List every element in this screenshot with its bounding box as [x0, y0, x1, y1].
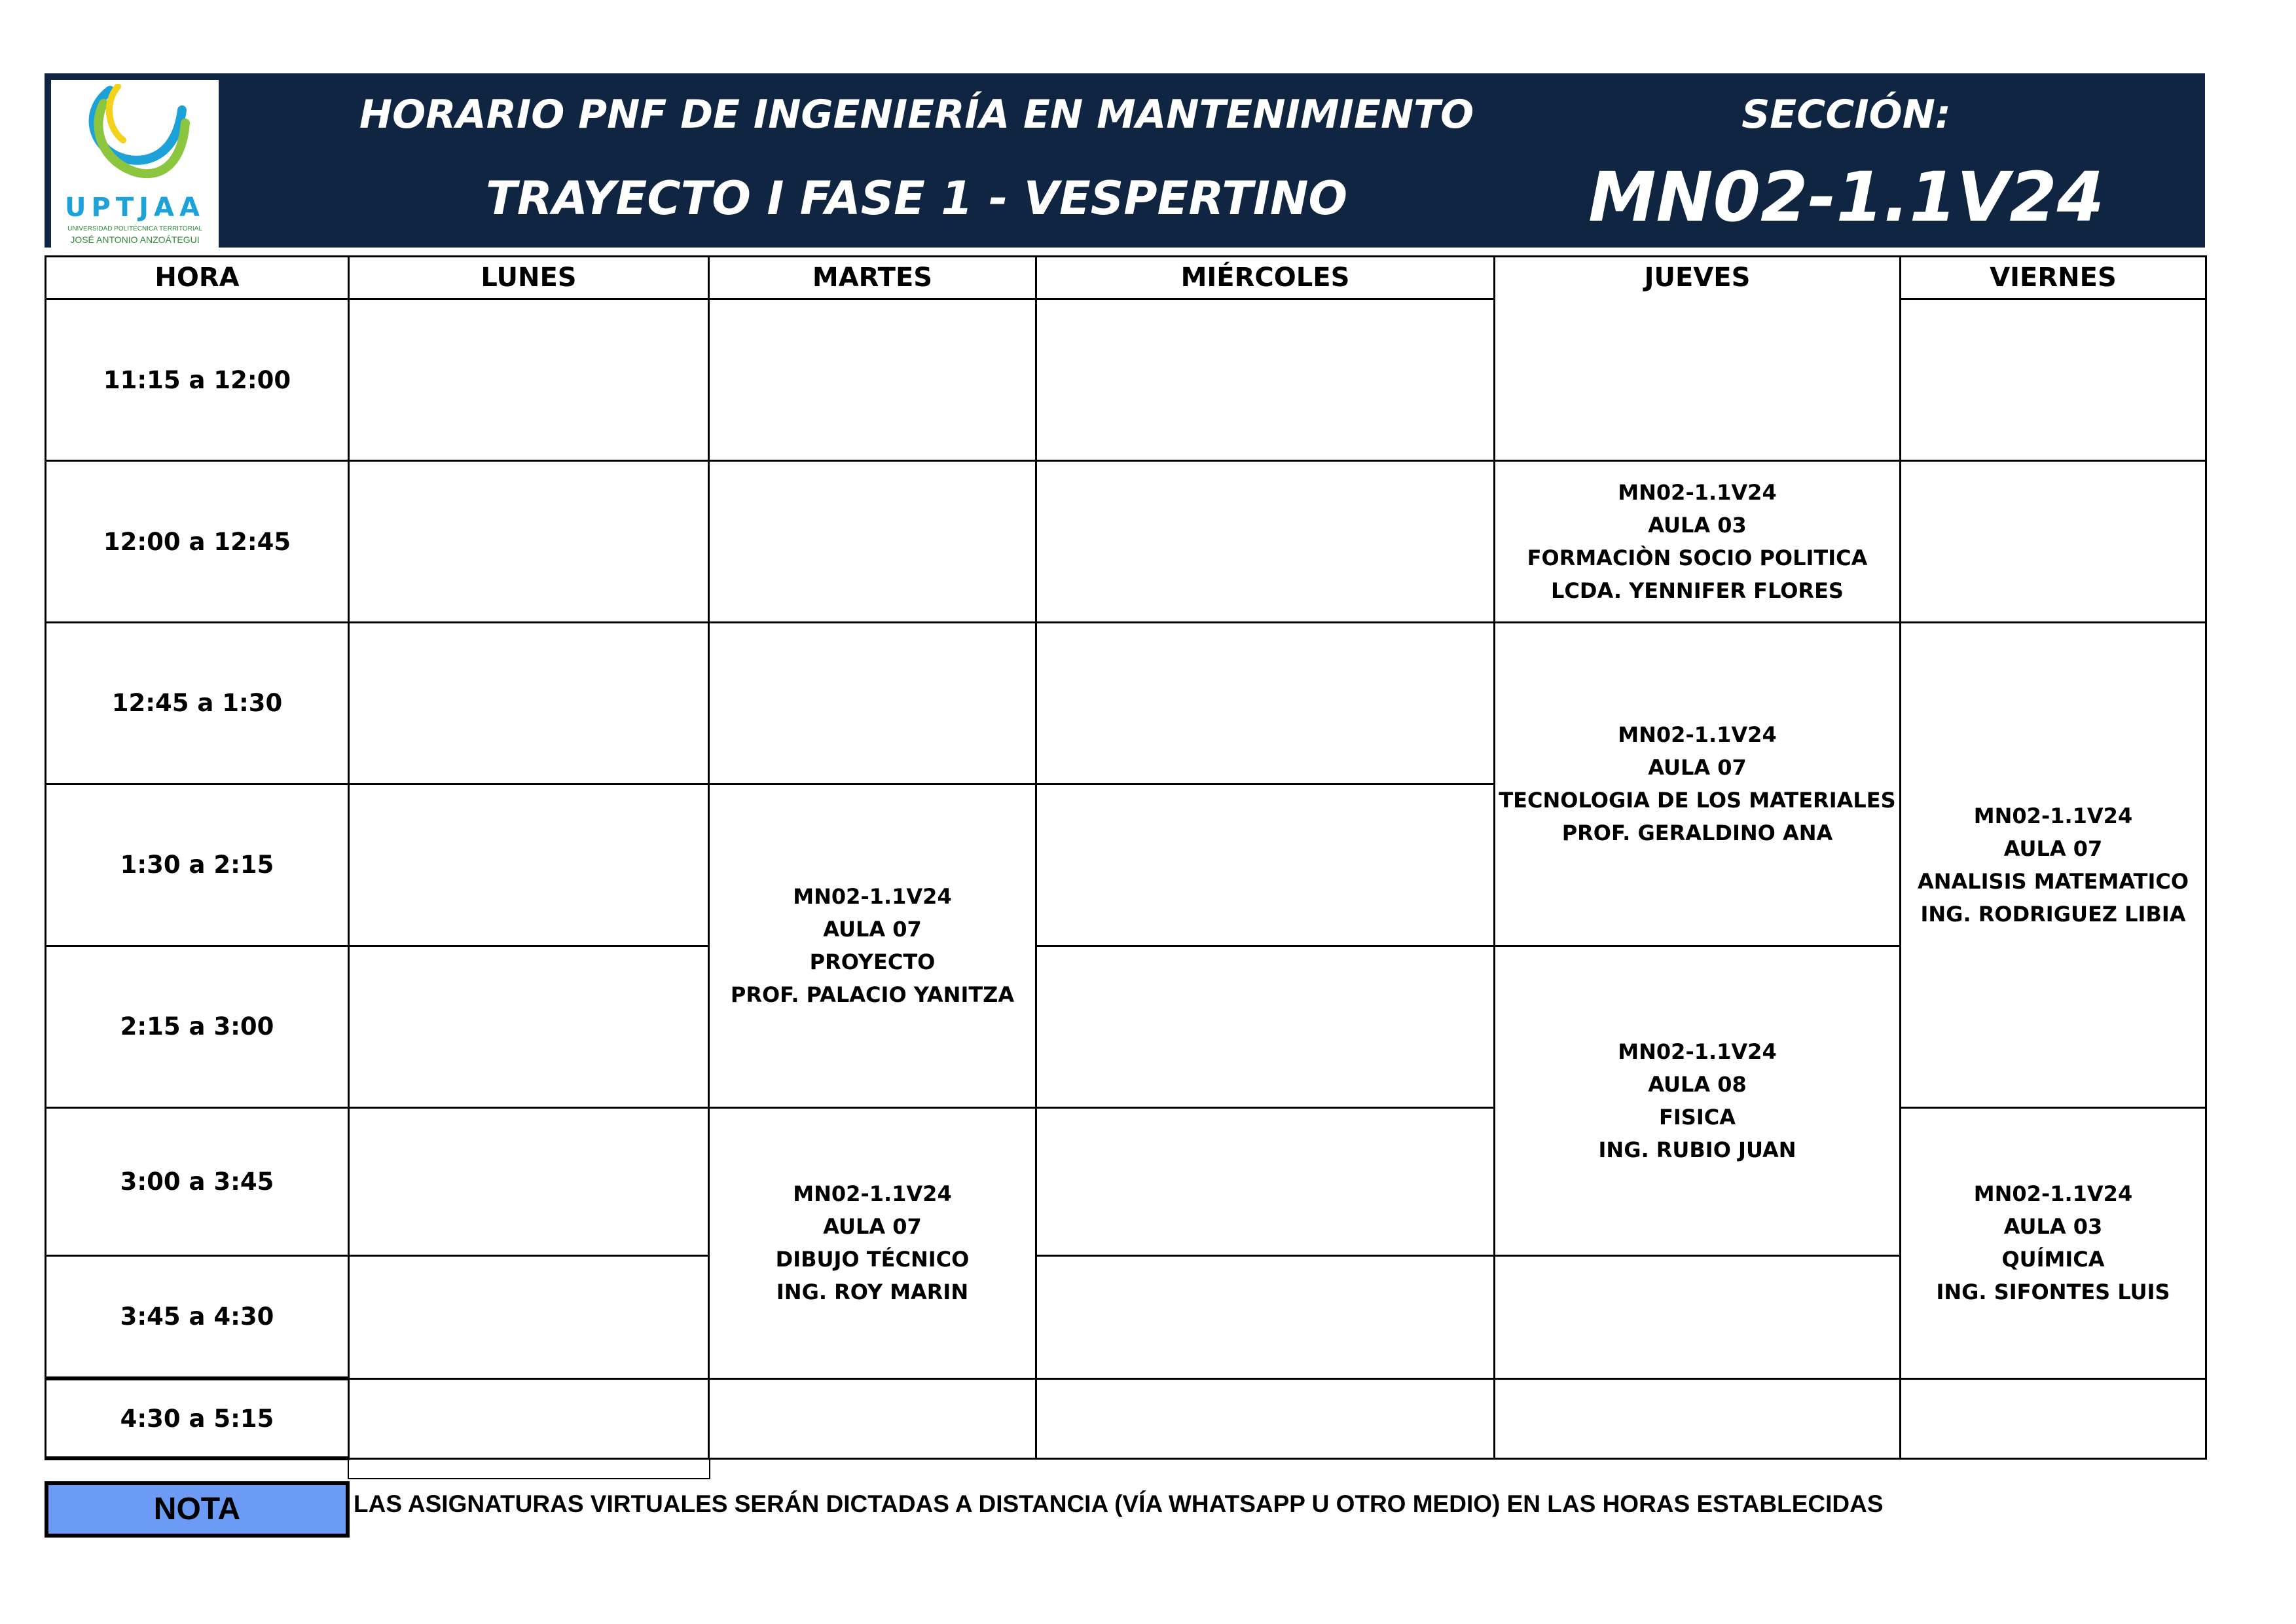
column-header-viernes: VIERNES — [1901, 257, 2206, 299]
empty-cell — [1036, 1256, 1495, 1379]
empty-cell — [1901, 461, 2206, 623]
empty-cell — [1495, 1256, 1901, 1379]
header-rule — [45, 245, 2205, 248]
class-subject: DIBUJO TÉCNICO — [775, 1247, 970, 1272]
header-row — [46, 257, 2206, 299]
class-section: MN02-1.1V24 — [793, 1181, 952, 1207]
class-room: AULA 03 — [1648, 513, 1747, 538]
class-cell-proyecto — [709, 784, 1036, 1107]
class-room: AULA 07 — [1648, 755, 1747, 781]
empty-cell — [709, 622, 1036, 784]
class-subject: PROYECTO — [809, 950, 936, 975]
empty-cell — [1036, 461, 1495, 623]
empty-cell — [349, 299, 709, 461]
class-subject: FISICA — [1659, 1104, 1736, 1130]
class-section: MN02-1.1V24 — [1973, 803, 2133, 828]
time-slot: 11:15 a 12:00 — [46, 299, 349, 461]
class-room: AULA 08 — [1648, 1071, 1747, 1097]
schedule-subtitle: TRAYECTO I FASE 1 - VESPERTINO — [486, 172, 1347, 225]
class-room: AULA 07 — [823, 1214, 922, 1240]
class-teacher: ING. RODRIGUEZ LIBIA — [1920, 901, 2186, 927]
empty-cell — [1495, 1378, 1901, 1458]
empty-cell — [349, 1107, 709, 1256]
extra-lunes-cell — [348, 1458, 710, 1479]
table-row — [46, 1378, 2206, 1458]
table-row — [46, 622, 2206, 784]
empty-cell — [1036, 1378, 1495, 1458]
class-cell-analisis — [1901, 622, 2206, 1107]
column-header-jueves: JUEVES — [1495, 257, 1901, 461]
logo-wordmark: UPTJAA — [65, 193, 205, 223]
class-cell-materiales — [1495, 622, 1901, 946]
class-subject: TECNOLOGIA DE LOS MATERIALES — [1499, 788, 1896, 813]
class-room: AULA 07 — [2003, 836, 2103, 861]
class-cell-fisica — [1495, 946, 1901, 1256]
class-room: AULA 03 — [2003, 1214, 2103, 1240]
class-section: MN02-1.1V24 — [1973, 1181, 2133, 1207]
time-slot: 3:45 a 4:30 — [46, 1256, 349, 1379]
schedule-table — [45, 255, 2207, 1460]
column-header-lunes: LUNES — [349, 257, 709, 299]
class-teacher: ING. SIFONTES LUIS — [1936, 1280, 2170, 1305]
class-section: MN02-1.1V24 — [1618, 722, 1777, 748]
empty-cell — [349, 946, 709, 1107]
nota-label: NOTA — [45, 1481, 350, 1538]
class-subject: QUÍMICA — [2001, 1247, 2105, 1272]
section-label: SECCIÓN: — [1741, 92, 1951, 138]
logo-subtitle: UNIVERSIDAD POLITÉCNICA TERRITORIAL — [67, 225, 202, 232]
empty-cell — [1036, 946, 1495, 1107]
class-cell-quimica — [1901, 1107, 2206, 1378]
empty-cell — [709, 1378, 1036, 1458]
table-row — [46, 1256, 2206, 1379]
class-teacher: PROF. GERALDINO ANA — [1561, 821, 1833, 846]
class-cell-formacion — [1495, 461, 1901, 623]
class-subject: ANALISIS MATEMATICO — [1917, 868, 2189, 894]
time-slot: 4:30 a 5:15 — [46, 1378, 349, 1458]
class-section: MN02-1.1V24 — [1618, 480, 1777, 505]
class-teacher: ING. ROY MARIN — [776, 1280, 969, 1305]
logo-emblem-icon — [77, 84, 195, 195]
column-header-hora: HORA — [46, 257, 349, 299]
class-teacher: LCDA. YENNIFER FLORES — [1551, 578, 1844, 603]
empty-cell — [349, 622, 709, 784]
empty-cell — [1036, 784, 1495, 946]
empty-cell — [1036, 622, 1495, 784]
class-cell-dibujo — [709, 1107, 1036, 1378]
empty-cell — [349, 1378, 709, 1458]
time-slot: 12:45 a 1:30 — [46, 622, 349, 784]
schedule-title: HORARIO PNF DE INGENIERÍA EN MANTENIMIENTO — [359, 92, 1474, 138]
logo-subtitle-2: JOSÉ ANTONIO ANZOÁTEGUI — [70, 234, 200, 245]
empty-cell — [1901, 299, 2206, 461]
empty-cell — [349, 461, 709, 623]
class-teacher: ING. RUBIO JUAN — [1598, 1137, 1796, 1162]
time-slot: 2:15 a 3:00 — [46, 946, 349, 1107]
time-slot: 1:30 a 2:15 — [46, 784, 349, 946]
empty-cell — [349, 784, 709, 946]
empty-cell — [1036, 1107, 1495, 1256]
column-header-miercoles: MIÉRCOLES — [1036, 257, 1495, 299]
empty-cell — [1036, 299, 1495, 461]
empty-cell — [709, 461, 1036, 623]
nota-text: LAS ASIGNATURAS VIRTUALES SERÁN DICTADAS A DISTANCIA (VÍA WHATSAPP U OTRO MEDIO) EN LAS HORAS ESTABLECIDAS — [354, 1490, 1884, 1517]
empty-cell — [709, 299, 1036, 461]
class-section: MN02-1.1V24 — [793, 884, 952, 910]
empty-cell — [1901, 1378, 2206, 1458]
time-slot: 12:00 a 12:45 — [46, 461, 349, 623]
class-room: AULA 07 — [823, 917, 922, 942]
table-row — [46, 946, 2206, 1107]
uptjaa-logo — [51, 80, 219, 248]
empty-cell — [349, 1256, 709, 1379]
time-slot: 3:00 a 3:45 — [46, 1107, 349, 1256]
class-subject: FORMACIÒN SOCIO POLITICA — [1527, 545, 1868, 570]
class-section: MN02-1.1V24 — [1618, 1039, 1777, 1064]
column-header-martes: MARTES — [709, 257, 1036, 299]
table-row — [46, 461, 2206, 623]
class-teacher: PROF. PALACIO YANITZA — [730, 982, 1015, 1008]
section-code: MN02-1.1V24 — [1588, 157, 2104, 237]
